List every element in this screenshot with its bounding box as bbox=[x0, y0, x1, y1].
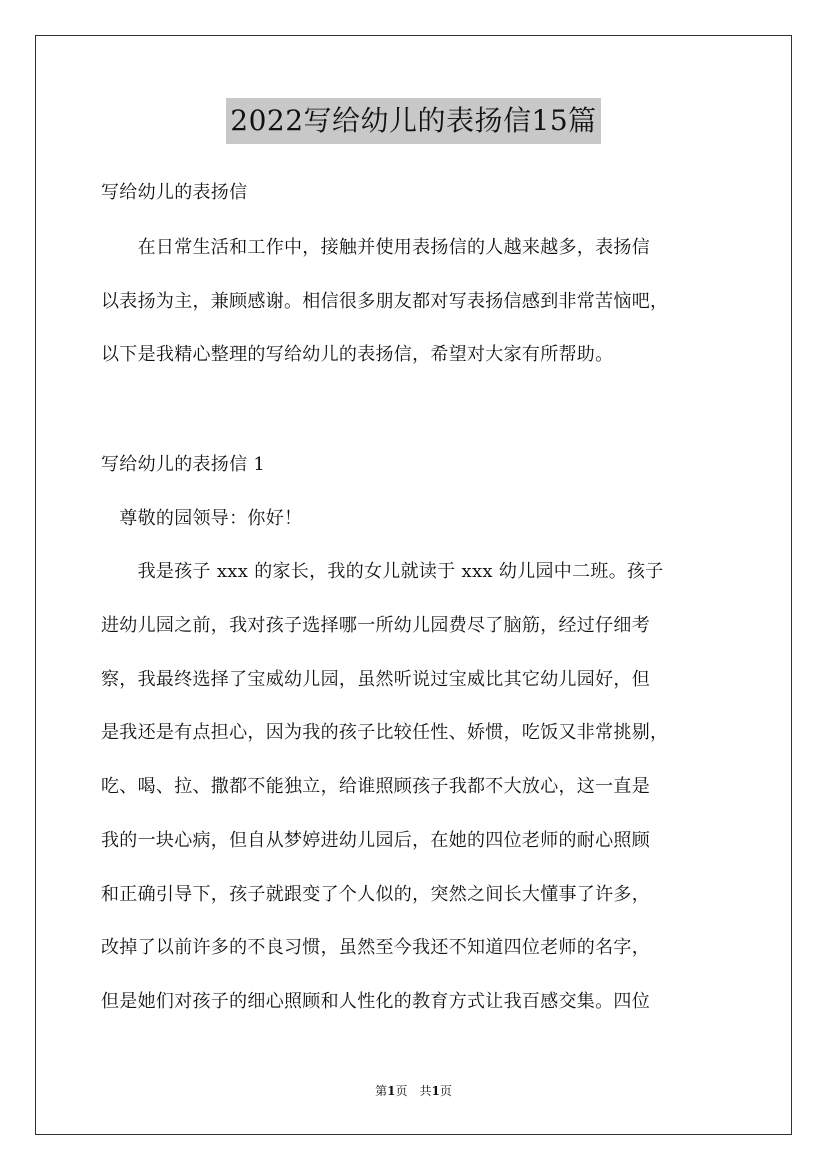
intro-line: 以表扬为主，兼顾感谢。相信很多朋友都对写表扬信感到非常苦恼吧， bbox=[101, 291, 669, 312]
body-line: 我的一块心病，但自从梦婷进幼儿园后，在她的四位老师的耐心照顾 bbox=[101, 830, 650, 851]
body-line: 我是孩子 xxx 的家长，我的女儿就读于 xxx 幼儿园中二班。孩子 bbox=[101, 561, 664, 582]
page-mid: 页 共 bbox=[395, 1084, 432, 1098]
page-footer bbox=[0, 1083, 827, 1099]
section-heading: 写给幼儿的表扬信 bbox=[101, 182, 248, 203]
body-line: 改掉了以前许多的不良习惯，虽然至今我还不知道四位老师的名字， bbox=[101, 937, 650, 958]
letter-heading: 写给幼儿的表扬信 1 bbox=[101, 454, 266, 475]
body-line: 和正确引导下，孩子就跟变了个人似的，突然之间长大懂事了许多， bbox=[101, 884, 650, 905]
body-line: 吃、喝、拉、撒都不能独立，给谁照顾孩子我都不大放心，这一直是 bbox=[101, 776, 650, 797]
body-line: 但是她们对孩子的细心照顾和人性化的教育方式让我百感交集。四位 bbox=[101, 991, 650, 1012]
page-suffix: 页 bbox=[439, 1084, 452, 1098]
title-container bbox=[0, 98, 827, 144]
body-line: 进幼儿园之前，我对孩子选择哪一所幼儿园费尽了脑筋，经过仔细考 bbox=[101, 615, 650, 636]
body-line: 察，我最终选择了宝威幼儿园，虽然听说过宝威比其它幼儿园好，但 bbox=[101, 669, 650, 690]
intro-line: 在日常生活和工作中，接触并使用表扬信的人越来越多，表扬信 bbox=[101, 237, 650, 258]
page-number: 1 bbox=[387, 1084, 396, 1098]
page-total: 1 bbox=[431, 1084, 440, 1098]
document-title: 2022写给幼儿的表扬信15篇 bbox=[226, 98, 600, 144]
intro-line: 以下是我精心整理的写给幼儿的表扬信，希望对大家有所帮助。 bbox=[101, 344, 614, 365]
salutation: 尊敬的园领导：你好！ bbox=[101, 508, 303, 529]
page-prefix: 第 bbox=[375, 1084, 388, 1098]
body-line: 是我还是有点担心，因为我的孩子比较任性、娇惯，吃饭又非常挑剔， bbox=[101, 722, 669, 743]
